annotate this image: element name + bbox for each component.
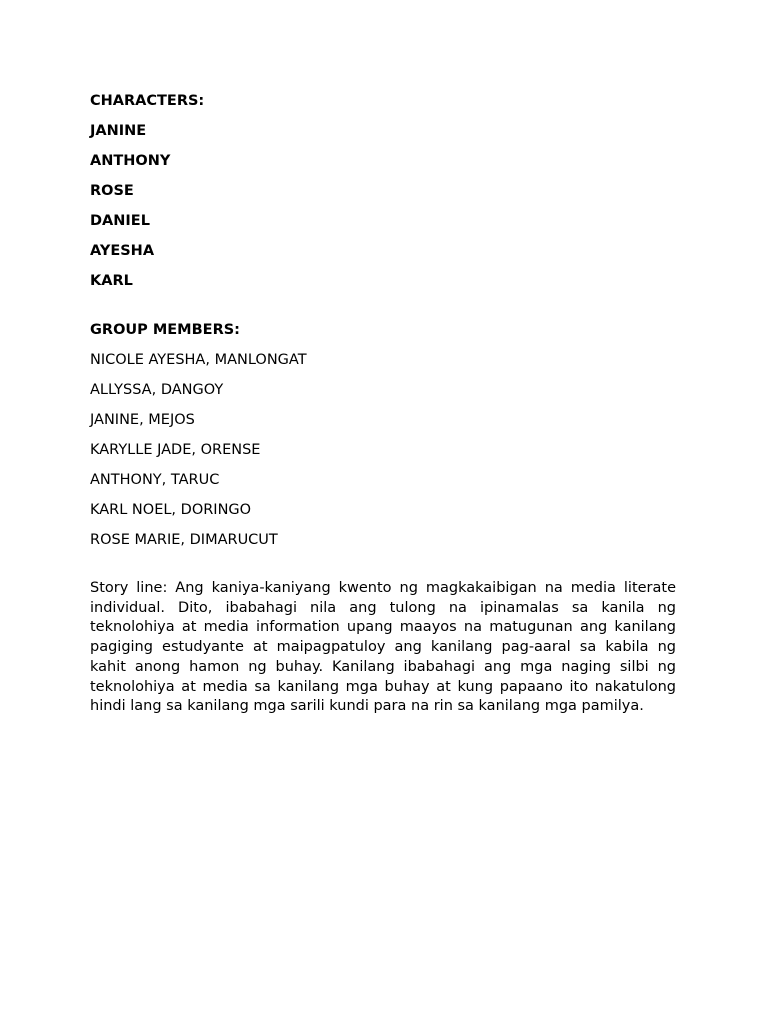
character-name: JANINE: [90, 123, 147, 139]
character-name: ROSE: [90, 183, 134, 199]
document-page: [90, 91, 676, 717]
group-member-name: ANTHONY, TARUC: [90, 472, 220, 488]
group-member-name: JANINE, MEJOS: [90, 412, 195, 428]
group-member-name: ROSE MARIE, DIMARUCUT: [90, 532, 278, 548]
group-member-name: KARYLLE JADE, ORENSE: [90, 442, 261, 458]
characters-heading: CHARACTERS:: [90, 93, 205, 109]
character-name: DANIEL: [90, 213, 150, 229]
character-name: AYESHA: [90, 243, 155, 259]
section-spacer: [90, 560, 676, 579]
group-member-name: NICOLE AYESHA, MANLONGAT: [90, 352, 307, 368]
group-member-name: ALLYSSA, DANGOY: [90, 382, 224, 398]
character-name: ANTHONY: [90, 153, 171, 169]
storyline-paragraph: Story line: Ang kaniya-kaniyang kwento ng magkakaibigan na media literate individual. Dito, ibabahagi nila ang tulong na ipinamalas sa kanila ng teknolohiya at media information upang maayos na matugunan ang kanilang pagiging estudyante at maipagpatuloy ang kanilang pag-aaral sa kabila ng kahit anong hamon ng buhay. Kanilang ibabahagi ang mga naging silbi ng teknolohiya at media sa kanilang mga buhay at kung papaano ito nakatulong hindi lang sa kanilang mga sarili kundi para na rin sa kanilang mga pamilya.: [90, 580, 676, 715]
character-name: KARL: [90, 273, 133, 289]
section-spacer: [90, 301, 676, 320]
group-member-name: KARL NOEL, DORINGO: [90, 502, 252, 518]
group-members-heading: GROUP MEMBERS:: [90, 322, 240, 338]
